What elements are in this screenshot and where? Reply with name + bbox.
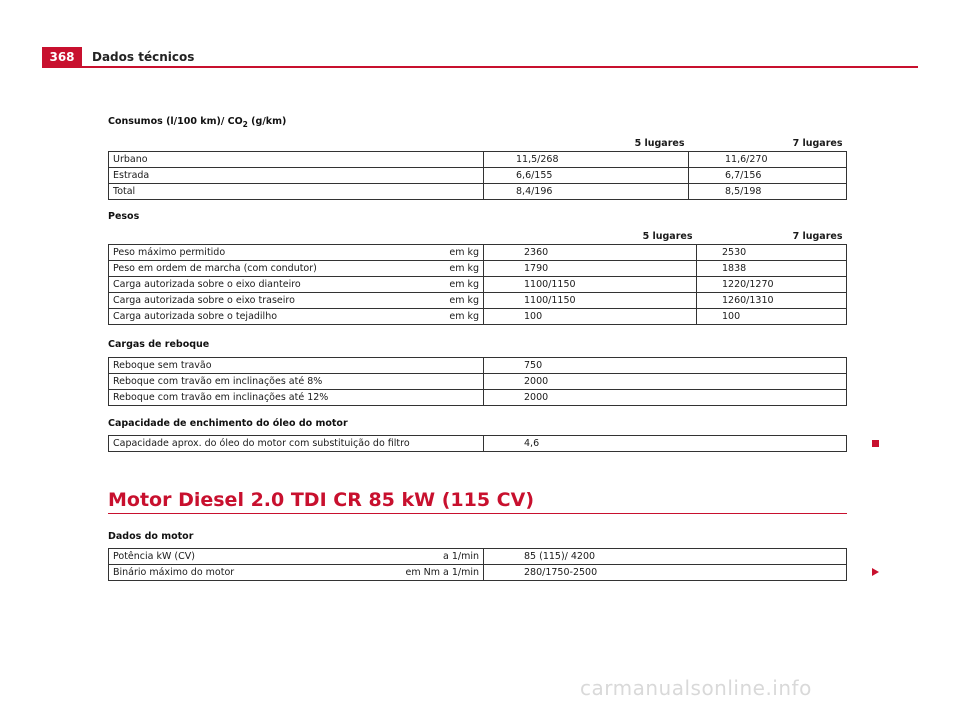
section-title-pesos: Pesos	[108, 211, 140, 222]
red-square-icon	[872, 440, 879, 447]
col-header-5-lugares: 5 lugares	[484, 136, 689, 152]
table-header-row	[109, 229, 847, 245]
col-header-7-lugares: 7 lugares	[689, 136, 847, 152]
col-header-7-lugares: 7 lugares	[697, 229, 847, 245]
table-row: Reboque com travão em inclinações até 12% 2000	[109, 390, 847, 406]
oleo-table	[108, 435, 847, 452]
heading-rule	[108, 513, 847, 514]
table-row: Urbano 11,5/268 11,6/270	[109, 152, 847, 168]
page-title: Dados técnicos	[92, 50, 195, 64]
table-row: Estrada 6,6/155 6,7/156	[109, 168, 847, 184]
reboque-table	[108, 357, 847, 406]
section-title-oleo: Capacidade de enchimento do óleo do motor	[108, 418, 348, 429]
table-row: Capacidade aprox. do óleo do motor com substituição do filtro 4,6	[109, 436, 847, 452]
pesos-table	[108, 229, 847, 325]
dados-motor-table	[108, 548, 847, 581]
table-row: Reboque com travão em inclinações até 8% 2000	[109, 374, 847, 390]
table-row: Carga autorizada sobre o eixo dianteiro em kg 1100/1150 1220/1270	[109, 277, 847, 293]
table-row: Total 8,4/196 8,5/198	[109, 184, 847, 200]
section-title-consumos: Consumos (l/100 km)/ $CO_2$ (g/km)	[108, 116, 287, 129]
section-title-reboque: Cargas de reboque	[108, 339, 210, 350]
col-header-5-lugares: 5 lugares	[484, 229, 697, 245]
table-row: Peso máximo permitido em kg 2360 2530	[109, 245, 847, 261]
table-row: Binário máximo do motor em Nm a 1/min 280/1750-2500	[109, 565, 847, 581]
table-row: Carga autorizada sobre o tejadilho em kg 100 100	[109, 309, 847, 325]
table-row: Carga autorizada sobre o eixo traseiro em kg 1100/1150 1260/1310	[109, 293, 847, 309]
consumos-table	[108, 136, 847, 200]
section-heading-motor: Motor Diesel 2.0 TDI CR 85 kW (115 CV)	[108, 489, 535, 511]
red-triangle-icon	[872, 568, 879, 576]
table-row: Peso em ordem de marcha (com condutor) em kg 1790 1838	[109, 261, 847, 277]
section-title-dados-motor: Dados do motor	[108, 531, 194, 542]
table-row: Potência kW (CV) a 1/min 85 (115)/ 4200	[109, 549, 847, 565]
watermark: carmanualsonline.info	[580, 676, 812, 700]
header-rule	[42, 66, 918, 68]
table-row: Reboque sem travão 750	[109, 358, 847, 374]
page-number: 368	[42, 47, 82, 67]
table-header-row	[109, 136, 847, 152]
